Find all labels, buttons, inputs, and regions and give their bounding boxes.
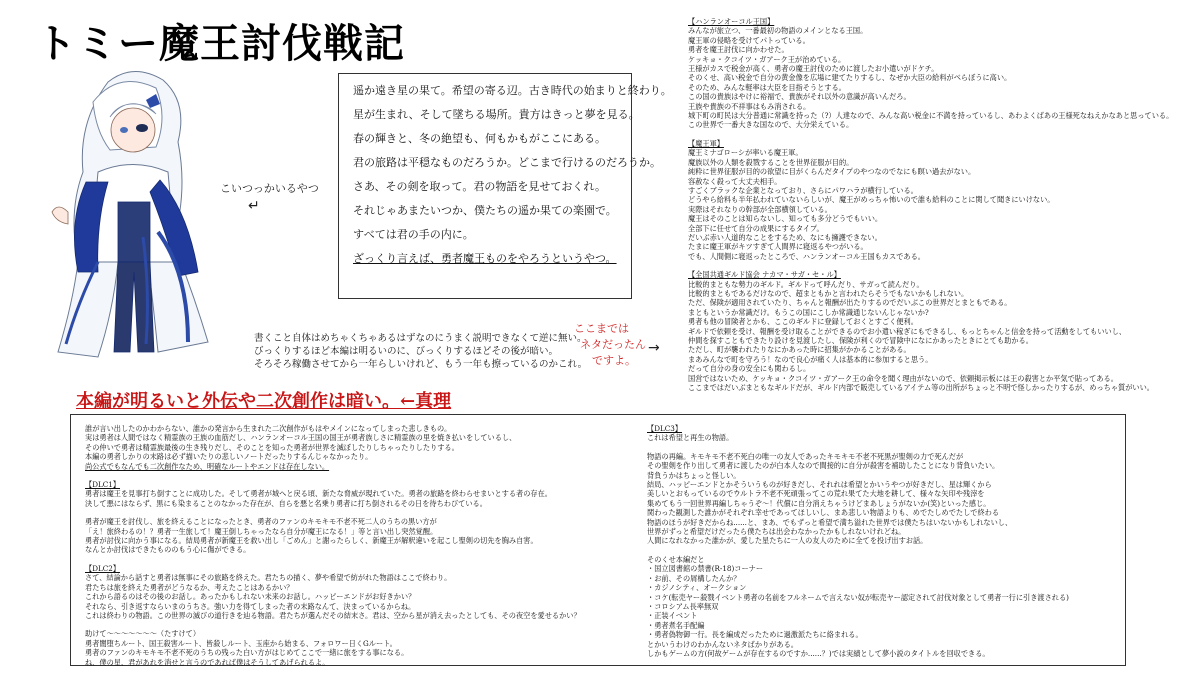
poem-line: さあ、その剣を取って。君の物語を見せておくれ。	[353, 180, 606, 193]
section-line: 勇者も他の冒険者とかも、ここのギルドに登録しておくとすごく便利。	[688, 317, 918, 327]
section-line: 王族や貴族の不祥事はもみ消される。	[688, 101, 811, 111]
section-line: この世界で一番大きな国なので、大分栄えている。	[688, 120, 854, 130]
dlc-line: 物語のほうが好きだからね......と、まあ、でもずっと希望で満ち溢れた世界では僕たちはいないかもしれないし、	[647, 517, 1013, 527]
dlc-line: ・コロシアム長率無双	[647, 601, 719, 611]
dlc-line: ・正装イベント	[647, 611, 698, 621]
dlc-line: 世界がずっと希望だけだったら僕たちは出会わなかったかもしれないけれどね。	[647, 527, 906, 537]
dlc-line: 【DLC1】	[85, 480, 120, 490]
red-note-arrow: →	[648, 340, 660, 356]
section-block	[688, 270, 1193, 392]
dlc-line: ・カジノシティ、オークション	[647, 583, 747, 593]
section-line: たまに魔王軍がキツすぎて人間界に寝返るやつがいる。	[688, 242, 868, 252]
section-line: 比較的まともであるだけなので、超まともかと言われたらそうでもないかもしれない。	[688, 288, 969, 298]
dlc-line: 勇者闇堕ちルート、国王殺害ルート、皆殺しルート、玉座から始まる、フォロワー日くGルート。	[85, 638, 397, 648]
dlc-line: ね、僕の星、君があれを消せと言うのであれば僕はそうしてあげられるよ。	[85, 657, 330, 667]
section-block	[688, 17, 1193, 130]
dlc-line: これから語るのはその後のお話し。あったかもしれない未来のお話し。ハッピーエンドがお好きかい？	[85, 592, 416, 602]
section-line: ギルドで依頼を受け、報酬を受け取ることができるのでお小遣い稼ぎにもできるし、もっとちゃんと信金を持って活動をしてもいいし、	[688, 326, 1127, 336]
dlc-line: ・コケ(転売ヤー殺戮イベント勇者の名前をフルネームで言えない奴が転売ヤー認定されて討伐対象として勇者一行に引き渡される)	[647, 592, 1069, 602]
section-line: 仲間を探すこともできたり設けを見渡したし、保険が利くので冒険中になにかあったときにとても助かる。	[688, 336, 1033, 345]
dlc-line: 勇者が討伐に向かう事になる。結局勇者が新魔王を救い出し「ごめん」と謝ったらしく、新魔王が解釈違いを起こし聖剣の切先を胸み自害。	[85, 536, 538, 546]
character-illustration	[38, 62, 228, 362]
dlc-line: 君たちは旅を終えた勇者がどうなるか、考えたことはあるかい？	[85, 582, 294, 592]
section-line: まあみんなで町を守ろう！なので良心が痛く人は基本的に参加すると思う。	[688, 354, 933, 364]
poem-line: すべては君の手の内に。	[353, 228, 474, 241]
section-line: 純粋に世界征服が目的の欲望に目がくらんだタイプのやつなのでなにも瞑い過去がない。	[688, 167, 976, 177]
dlc-line: 背負うかはちょっと怪しい。	[647, 470, 741, 480]
section-title: 【ハンランオーコル王国】	[688, 17, 775, 26]
poem-line: 春の輝きと、冬の絶望も、何もかもがここにある。	[353, 132, 606, 145]
red-handwritten-note	[574, 321, 646, 369]
dlc-line: 関わった観測した誰かがそれぞれ幸せであってほしいし、まあ悲しい物語よりも、めでたしめでたしで終わる	[647, 508, 1000, 518]
dlc-line: 【DLC2】	[85, 563, 120, 573]
section-line: ただ、保険が適用されていたり、ちゃんと報酬が出たりするのでだいぶこの世界だとまともである。	[688, 298, 1012, 308]
character-arrow: ↵	[248, 198, 260, 214]
spacer	[85, 620, 625, 629]
dlc-line: その仲いで勇者は精霊族最後の生き残りだし、そのことを知った勇者が世界を滅ぼしたりしちゃったりしたりする。	[85, 442, 459, 452]
section-block	[688, 139, 1193, 261]
section-line: 全部下に任せて自分の成果にするタイプ。	[688, 223, 824, 233]
note-line: 書くこと自体はめちゃくちゃあるはずなのにうまく説明できなくて逆に無い。	[254, 333, 587, 344]
section-line: 容赦なく殺って大丈夫相手。	[688, 176, 782, 186]
dlc-line: ・国立図書館の禁書(R-18)コーナー	[647, 564, 764, 574]
dlc-line: 物語の再編。キモキモ不老不死白の唯一の友人であったキモキモ不老不死黒が聖剣の力で死んだが	[647, 451, 964, 461]
dlc-line: これは希望と再生の物語。	[647, 433, 734, 443]
spacer	[647, 546, 1117, 555]
section-title: 【全国共通ギルド協会 ナカマ・サガ・セ・ル】	[688, 270, 841, 280]
dlc-line: 勇者が魔王を討伐し、旅を終えることになったとき、勇者のファンのキモキモ不老不死二人のうちの黒い方が	[85, 517, 437, 527]
section-line: そのため、みんな軽率は大臣を目指そうとする。	[688, 82, 846, 92]
page-title: トミー魔王討伐戦記	[36, 21, 405, 67]
dlc-line: ・勇者偽物御一行。長を編成だったために過激派たちに絡まれる。	[647, 630, 863, 640]
red-hand-line: ですよ。	[592, 354, 636, 367]
spacer	[85, 508, 625, 517]
world-sections	[688, 17, 1193, 401]
section-line: そのくせ、高い税金で自分の黄金像を広場に建てたりするし、なぜか大臣の給料がべらぼうに高い。	[688, 73, 1012, 83]
note-line: びっくりするほど本編は明るいのに、びっくりするほどその後が暗い。	[254, 346, 559, 357]
dlc-box	[70, 414, 1126, 666]
dlc-line: これは終わりの物語。この世界の滅びの道行きを辿る物語。君たちが選んだその結末さ。君は、空から星が消え去ったとしても、その夜空を愛せるかい？	[85, 610, 581, 620]
section-line: 魔族以外の人類を殺戮することを世界征服が目的。	[688, 157, 854, 167]
dlc-line: とかいうわけのわかんないネタばかりがある。	[647, 639, 798, 649]
dlc-line: ・お前、その屑構したんか？	[647, 573, 741, 583]
section-line: みんなが旅立つ、一番最初の物語のメインとなる王国。	[688, 26, 868, 36]
dlc-line: 勇者のファンのキモキモ不老不死のうちの残った白い方がはじめてここで一緒に旅をする事になる。	[85, 648, 409, 658]
poem-line: それじゃあまたいつか、僕たちの遥か果ての楽園で。	[353, 204, 617, 217]
dlc-line: なんとか討伐はできたもののもう心に傷ができる。	[85, 545, 251, 555]
note-line: そろそろ稼働させてから一年らしいけれど、もう一年も擦っているのかこれ。	[254, 359, 588, 370]
author-note	[254, 332, 587, 371]
section-line: すごくブラックな企業となっており、さらにパワハラが横行している。	[688, 185, 918, 195]
section-line: 実際はそれなりの幹部が全部横領している。	[688, 204, 832, 214]
character-note: こいつっかいるやつ	[220, 182, 319, 195]
poem-line: 星が生まれ、そして墜ちる場所。貴方はきっと夢を見る。	[353, 108, 640, 121]
dlc-line: 尚公式でもなんでも二次創作なため、明確なルートやエンドは存在しない。	[85, 461, 330, 471]
red-hand-line: ネタだったん	[580, 338, 646, 351]
poem-summary: ざっくり言えば、勇者魔王ものをやろうというやつ。	[353, 252, 617, 265]
section-line: どうやら給料も半年払われていないらしいが、魔王がめっちゃ怖いので誰も給料のことに関して聞きにいけない。	[688, 195, 1055, 205]
dlc-line: 本編の勇者しかりの末路は必ず描いたりの悲しいノートだったりするんじゃなかったり。	[85, 452, 373, 462]
dlc-line: そのくせ本編だと	[647, 554, 705, 564]
section-line: 魔王軍の侵略を受けてパトっている。	[688, 35, 810, 45]
red-heading: 本編が明るいと外伝や二次創作は暗い。←真理	[76, 391, 452, 412]
dlc-line: ・勇者煮名手配編	[647, 620, 705, 630]
dlc-left-column	[85, 424, 625, 667]
poem-line: 君の旅路は平穏なものだろうか。どこまで行けるのだろうか。	[353, 156, 661, 169]
dlc-line: しかもゲームの方(何故ゲームが存在するのですか......？)では実績として夢小説のタイトルを回収できる。	[647, 648, 990, 658]
section-line: 魔王はそのことは知らないし、知っても多分どうでもいい。	[688, 214, 883, 224]
section-line: ただし、町が襲われたりなにかあった時に招集がかかることがある。	[688, 345, 911, 355]
section-line: ケッキョ・クコイツ・ガアーク王が治めている。	[688, 54, 846, 64]
dlc-line: それなら、引き返すならいまのうちさ。強い力を得てしまった者の末路なんて、決まっているからね。	[85, 601, 416, 611]
dlc-line: 誰が言い出したのかわからない、誰かの発言から生まれた二次創作がもはやメインになってしまった悲しきもの。	[85, 424, 452, 433]
dlc-line: 結局、ハッピーエンドとかそういうものが好きだし、それれは希望とかいうやつが好きだし、星は輝くから	[647, 480, 992, 490]
section-line: だって自分の身の安全にも関わるし。	[688, 364, 811, 374]
section-line: 比較的まともな勢力のギルド。ギルドって呼んだり、サガって読んだり。	[688, 279, 924, 289]
dlc-line: さて、結論から話すと勇者は無事にその旅路を終えた。君たちの描く、夢や希望で紡がれた物語はここで終わり。	[85, 573, 452, 583]
spacer	[85, 555, 625, 564]
poem-box	[338, 73, 672, 299]
section-line: ここまではだいぶまともなギルドだが、ギルド内部で販売しているアイテム等の出所がちょっと不明で怪しかったりするが、めっちゃ質がいい。	[688, 383, 1154, 393]
dlc-line: 人間になれなかった誰かが、愛した星たちに一人の友人のために全てを投げ出すお話。	[647, 536, 928, 546]
dlc-line: 勇者は魔王を見事打ち倒すことに成功した。そして勇者が城へと戻る頃、新たな脅威が現れていた。勇者の旅路を終わらせまいとする者の存在。	[85, 489, 552, 499]
section-line: 勇者を魔王討伐に向かわせた。	[688, 45, 789, 55]
poem-line: 遥か遠き星の果て。希望の寄る辺。古き時代の始まりと終わり。	[353, 84, 672, 97]
dlc-line: 助けて～～～～～～～（たすけて）	[85, 629, 201, 639]
section-line: 城下町の町民は大分普通に常識を持った（?）人達なので、みんな高い税金に不満を持っているし、あわよくばあの王様死なねえかなあと思っている。	[688, 111, 1174, 121]
spacer	[85, 471, 625, 480]
dlc-line: 決して悪にはならず、黒にも染まることのなかった存在が、自らを悪と名乗り勇者に打ち倒されるその日を待ちわびている。	[85, 498, 487, 508]
section-title: 【魔王軍】	[688, 138, 724, 148]
red-hand-line: ここまでは	[574, 322, 629, 335]
dlc-line: 【DLC3】	[647, 424, 682, 433]
dlc-line: 実は勇者は人間ではなく精霊族の王族の血筋だし、ハンランオーコル王国の国王が勇者族しさに精霊族の里を焼き払いをしているし、	[85, 433, 517, 443]
section-line: でも、人間側に寝返ったところで、ハンランオーコル王国もカスである。	[688, 251, 925, 261]
section-line: この国の貴族はやけに裕福で、貴族がそれ以外の意識が高いんだろ。	[688, 92, 911, 102]
section-line: 魔王ミナゴローシが率いる魔王軍。	[688, 148, 803, 158]
section-line: 国営ではないため、ケッキョ・クコイツ・ガアーク王の命令を聞く理由がないので、依頼掲示板には王の殺害とか平気で貼ってある。	[688, 373, 1118, 383]
dlc-line: 美しいとおもっているのでウルトラ不老不死頑張ってこの荒れ果てた大地を耕して、様々な矢印や残滓を	[647, 489, 985, 499]
dlc-right-column	[647, 424, 1117, 658]
section-line: まともというか常識だけ。もうこの国にこしか常識通じないんじゃないか?	[688, 307, 929, 317]
dlc-line: その聖剣を作り出して勇者に渡したのが白本人なので間接的に自分が殺害を補助したことになり背負いたい。	[647, 461, 1000, 471]
spacer	[647, 443, 1117, 452]
dlc-line: 「え！旅終わるの！？勇者一生旅して！魔王倒しちゃったなら自分が魔王になる！」等と言い出し突然覚醒。	[85, 526, 438, 536]
section-line: 王様がカスで税金が高く、勇者の魔王討伐のために渡したお小遣いがドケチ。	[688, 64, 939, 74]
section-line: だいぶ赤い人道的なことをするため、なにも擁護できない。	[688, 232, 882, 242]
dlc-line: 集めてもう一回世界再編しちゃうぞ～！代償に自分消えちゃうけどまあしょうがないか(笑)といった感じ。	[647, 498, 991, 508]
